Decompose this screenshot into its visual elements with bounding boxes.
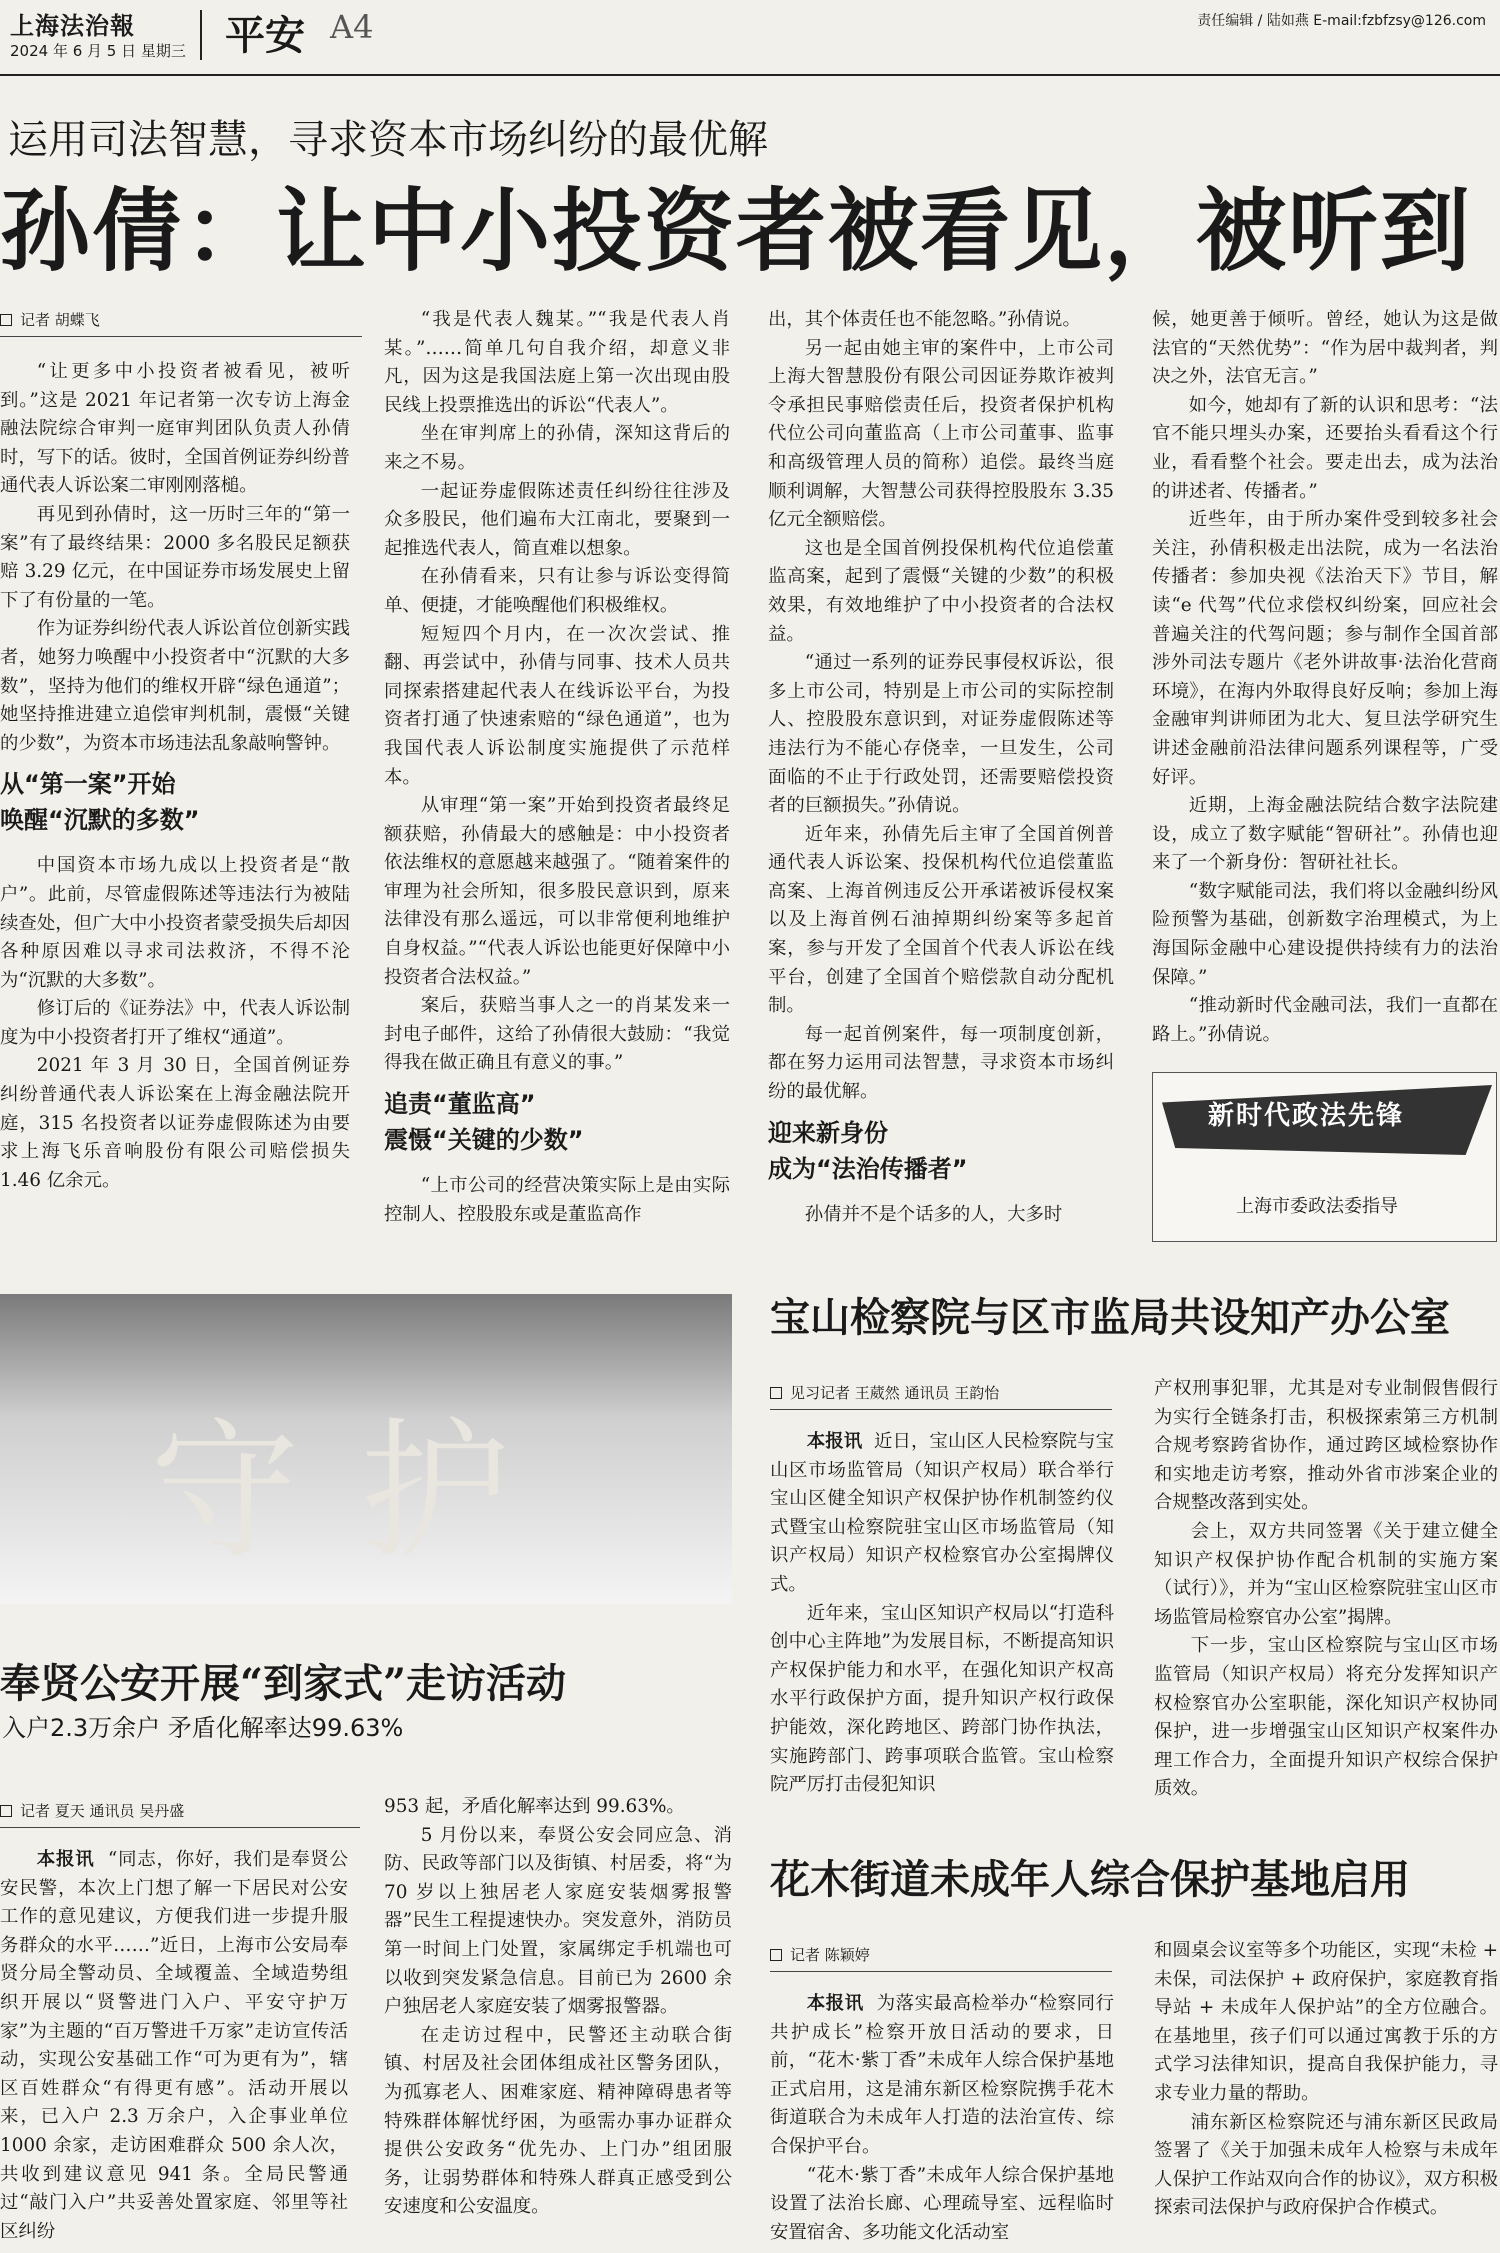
section-subhead: 从“第一案”开始 唤醒“沉默的多数” xyxy=(0,770,200,835)
paragraph: “数字赋能司法，我们将以金融纠纷风险预警为基础，创新数字治理模式，为上海国际金融中心建设提供持续有力的法治保障。” xyxy=(1152,880,1498,988)
main-column-4 xyxy=(1152,306,1498,1049)
paragraph: 孙倩并不是个话多的人，大多时 xyxy=(804,1203,1063,1225)
article2-column-2 xyxy=(384,1793,732,2222)
byline-box-icon xyxy=(770,1387,782,1399)
paragraph: 下一步，宝山区检察院与宝山区市场监管局（知识产权局）将充分发挥知识产权检察官办公室职能，深化知识产权协同保护，进一步增强宝山区知识产权案件办理工作合力，全面提升知识产权综合保护质效。 xyxy=(1154,1635,1498,1800)
paragraph: 如今，她却有了新的认识和思考：“法官不能只埋头办案，还要抬头看看这个行业，看看整个社会。要走出去，成为法治的讲述者、传播者。” xyxy=(1152,394,1498,502)
paragraph: 候，她更善于倾听。曾经，她认为这是做法官的“天然优势”：“作为居中裁判者，判决之外，法官无言。” xyxy=(1152,309,1498,388)
byline-rule xyxy=(770,1971,1112,1972)
issue-date: 2024 年 6 月 5 日 星期三 xyxy=(10,42,186,60)
paragraph: 短短四个月内，在一次次尝试、推翻、再尝试中，孙倩与同事、技术人员共同探索搭建起代表人在线诉讼平台，为投资者打通了快速索赔的“绿色通道”，也为我国代表人诉讼制度实施提供了示范样本。 xyxy=(384,623,730,788)
byline-box-icon xyxy=(0,314,12,326)
paragraph: 再见到孙倩时，这一历时三年的“第一案”有了最终结果：2000 多名股民足额获赔 3.29 亿元，在中国证券市场发展史上留下了有份量的一笔。 xyxy=(0,503,350,611)
article-kicker: 运用司法智慧，寻求资本市场纠纷的最优解 xyxy=(8,117,768,163)
byline-text: 见习记者 王葳然 通讯员 王韵怡 xyxy=(790,1384,1000,1402)
page-number: A4 xyxy=(330,8,374,46)
paragraph: 和圆桌会议室等多个功能区，实现“未检 + 未保，司法保护 + 政府保护，家庭教育指导站 + 未成年人保护站”的全方位融合。在基地里，孩子们可以通过寓教于乐的方式学习法律知识，提高自我保护能力，寻求专业力量的帮助。 xyxy=(1154,1940,1498,2104)
paragraph: “花木·紫丁香”未成年人综合保护基地设置了法治长廊、心理疏导室、远程临时安置宿舍、多功能文化活动室 xyxy=(770,2164,1114,2243)
editor-credit: 责任编辑 / 陆如燕 E-mail:fzbfzsy@126.com xyxy=(1197,13,1486,29)
article3-title: 宝山检察院与区市监局共设知产办公室 xyxy=(770,1294,1450,1341)
paragraph: 5 月份以来，奉贤公安会同应急、消防、民政等部门以及街镇、村居委，将“为 70 岁以上独居老人家庭安装烟雾报警器”民生工程提速快办。突发意外，消防员第一时间上门处置，家属绑定手机端也可以收到突发紧急信息。目前已为 2600 余户独居老人家庭安装了烟雾报警器。 xyxy=(384,1824,732,2018)
paragraph: 另一起由她主审的案件中，上市公司上海大智慧股份有限公司因证券欺诈被判令承担民事赔偿责任后，投资者保护机构代位公司向董监高（上市公司董事、监事和高级管理人员的简称）追偿。最终当庭顺利调解，大智慧公司获得控股股东 3.35 亿元全额赔偿。 xyxy=(768,337,1114,531)
paragraph: “我是代表人魏某。”“我是代表人肖某。”……简单几句自我介绍，却意义非凡，因为这是我国法庭上第一次出现由股民线上投票推选出的诉讼“代表人”。 xyxy=(384,309,730,416)
paragraph: 近年来，孙倩先后主审了全国首例普通代表人诉讼案、投保机构代位追偿董监高案、上海首例违反公开承诺被诉侵权案以及上海首例石油掉期纠纷案等多起首案，参与开发了全国首个代表人诉讼在线平台，创建了全国首个赔偿款自动分配机制。 xyxy=(768,823,1114,1017)
paragraph: 作为证券纠纷代表人诉讼首位创新实践者，她努力唤醒中小投资者中“沉默的大多数”，坚持为他们的维权开辟“绿色通道”；她坚持推进建立追偿审判机制，震慑“关键的少数”，为资本市场违法乱象敲响警钟。 xyxy=(0,618,350,754)
paragraph: 产权刑事犯罪，尤其是对专业制假售假行为实行全链条打击，积极探索第三方机制合规考察跨省协作，通过跨区域检察协作和实地走访考察，推动外省市涉案企业的合规整改落到实处。 xyxy=(1154,1378,1498,1514)
paragraph: 近些年，由于所办案件受到较多社会关注，孙倩积极走出法院，成为一名法治传播者：参加央视《法治天下》节目，解读“e 代驾”代位求偿权纠纷案，回应社会普遍关注的代驾问题；参与制作全国首部涉外司法专题片《老外讲故事·法治化营商环境》，在海内外取得良好反响；参加上海金融审判讲师团为北大、复旦法学研究生讲述金融前沿法律问题系列课程等，广受好评。 xyxy=(1152,509,1498,788)
paragraph: 出，其个体责任也不能忽略。”孙倩说。 xyxy=(768,309,1081,330)
byline-text: 记者 胡蝶飞 xyxy=(20,311,100,329)
paragraph: 每一起首例案件，每一项制度创新，都在努力运用司法智慧，寻求资本市场纠纷的最优解。 xyxy=(768,1023,1114,1103)
byline-rule xyxy=(0,1827,360,1828)
article3-column-1 xyxy=(770,1428,1114,1800)
paragraph: 修订后的《证券法》中，代表人诉讼制度为中小投资者打开了维权“通道”。 xyxy=(0,998,350,1048)
article2-column-1 xyxy=(0,1846,348,2246)
paragraph: 一起证券虚假陈述责任纠纷往往涉及众多股民，他们遍布大江南北，要聚到一起推选代表人，简直难以想象。 xyxy=(384,480,730,559)
article-headline: 孙倩：让中小投资者被看见，被听到 xyxy=(0,178,1472,284)
paragraph: 在孙倩看来，只有让参与诉讼变得简单、便捷，才能唤醒他们积极维权。 xyxy=(384,566,730,616)
paragraph: 这也是全国首例投保机构代位追偿董监高案，起到了震慑“关键的少数”的积极效果，有效地维护了中小投资者的合法权益。 xyxy=(768,537,1114,645)
badge-subtitle: 上海市委政法委指导 xyxy=(1236,1196,1398,1217)
section-subhead: 追责“董监高” 震慑“关键的少数” xyxy=(384,1090,584,1155)
paragraph: 坐在审判席上的孙倩，深知这背后的来之不易。 xyxy=(384,423,730,473)
article4-byline xyxy=(770,1944,870,1965)
paragraph: 浦东新区检察院还与浦东新区民政局签署了《关于加强未成年人检察与未成年人保护工作站双向合作的协议》，双方积极探索司法保护与政府保护合作模式。 xyxy=(1154,2111,1498,2219)
article3-byline xyxy=(770,1382,999,1403)
header-divider xyxy=(200,10,202,60)
paragraph: 从审理“第一案”开始到投资者最终足额获赔，孙倩最大的感触是：中小投资者依法维权的意愿越来越强了。“随着案件的审理为社会所知，很多股民意识到，原来法律没有那么遥远，可以非常便利地维护自身权益。”“代表人诉讼也能更好保障中小投资者合法权益。” xyxy=(384,795,730,988)
paragraph: 近期，上海金融法院结合数字法院建设，成立了数字赋能“智研社”。孙倩也迎来了一个新身份：智研社社长。 xyxy=(1152,795,1498,874)
paragraph: 案后，获赔当事人之一的肖某发来一封电子邮件，这给了孙倩很大鼓励：“我觉得我在做正确且有意义的事。” xyxy=(384,995,730,1074)
paragraph: 2021 年 3 月 30 日，全国首例证券纠纷普通代表人诉讼案在上海金融法院开庭，315 名投资者以证券虚假陈述为由要求上海飞乐音响股份有限公司赔偿损失 1.46 亿余元。 xyxy=(0,1055,350,1191)
byline-rule xyxy=(0,336,362,337)
article2-title: 奉贤公安开展“到家式”走访活动 xyxy=(0,1660,567,1707)
article-byline xyxy=(0,309,100,330)
article4-column-1 xyxy=(770,1990,1114,2247)
article3-column-2 xyxy=(1154,1375,1498,1804)
paragraph: “推动新时代金融司法，我们一直都在路上。”孙倩说。 xyxy=(1152,995,1498,1045)
byline-text: 记者 夏天 通讯员 吴丹盛 xyxy=(20,1802,185,1820)
section-name: 平安 xyxy=(225,12,305,59)
article4-title: 花木街道未成年人综合保护基地启用 xyxy=(770,1856,1410,1903)
paragraph: 中国资本市场九成以上投资者是“散户”。此前，尽管虚假陈述等违法行为被陆续查处，但广大中小投资者蒙受损失后却因各种原因难以寻求司法救济，不得不沦为“沉默的大多数”。 xyxy=(0,855,350,991)
paragraph: 会上，双方共同签署《关于建立健全知识产权保护协作配合机制的实施方案（试行）》，并为“宝山区检察院驻宝山区市场监管局检察官办公室”揭牌。 xyxy=(1154,1520,1498,1628)
paragraph: 本报讯 “同志，你好，我们是奉贤公安民警，本次上门想了解一下居民对公安工作的意见建议，方便我们进一步提升服务群众的水平……”近日，上海市公安局奉贤分局全警动员、全域覆盖、全域造势组织开展以“贤警进门入户、平安守护万家”为主题的“百万警进千万家”走访宣传活动，实现公安基础工作“可为更有为”，辖区百姓群众“有得更有感”。活动开展以来，已入户 2.3 万余户，入企事业单位 1000 余家，走访困难群众 500 余人次，共收到建议意见 941 条。全局民警通过“敲门入户”共妥善处置家庭、邻里等社区纠纷 xyxy=(0,1849,348,2242)
badge-title: 新时代政法先锋 xyxy=(1208,1101,1405,1131)
paragraph: 近年来，宝山区知识产权局以“打造科创中心主阵地”为发展目标，不断提高知识产权保护能力和水平，在强化知识产权高水平行政保护方面，提升知识产权行政保护能效，深化跨地区、跨部门协作执法，实施跨部门、跨事项联合监管。宝山检察院严厉打击侵犯知识 xyxy=(770,1602,1114,1796)
byline-box-icon xyxy=(0,1805,12,1817)
masthead-logo: 上海法治報 xyxy=(10,11,135,40)
paragraph: “让更多中小投资者被看见，被听到。”这是 2021 年记者第一次专访上海金融法院综合审判一庭审判团队负责人孙倩时，写下的话。彼时，全国首例证券纠纷普通代表人诉讼案二审刚刚落槌。 xyxy=(0,361,350,497)
paragraph: 953 起，矛盾化解率达到 99.63%。 xyxy=(384,1796,685,1817)
article2-subtitle: 入户2.3万余户 矛盾化解率达99.63% xyxy=(2,1714,404,1742)
byline-box-icon xyxy=(770,1949,782,1961)
paragraph: 本报讯 为落实最高检举办“检察同行 共护成长”检察开放日活动的要求，日前，“花木·紫丁香”未成年人综合保护基地正式启用，这是浦东新区检察院携手花木街道联合为未成年人打造的法治宣传、综合保护平台。 xyxy=(770,1993,1114,2157)
article4-column-2 xyxy=(1154,1937,1498,2223)
paragraph: “上市公司的经营决策实际上是由实际控制人、控股股东或是董监高作 xyxy=(384,1175,730,1225)
main-column-2 xyxy=(384,306,730,1229)
byline-text: 记者 陈颖婷 xyxy=(790,1946,870,1964)
paragraph: “通过一系列的证券民事侵权诉讼，很多上市公司，特别是上市公司的实际控制人、控股股东意识到，对证券虚假陈述等违法行为不能心存侥幸，一旦发生，公司面临的不止于行政处罚，还需要赔偿投资者的巨额损失。”孙倩说。 xyxy=(768,652,1114,817)
byline-rule xyxy=(770,1409,1112,1410)
main-column-3 xyxy=(768,306,1114,1229)
section-subhead: 迎来新身份 成为“法治传播者” xyxy=(768,1118,968,1183)
photo-watermark: 守护 xyxy=(150,1405,571,1579)
paragraph: 在走访过程中，民警还主动联合街镇、村居及社会团体组成社区警务团队，为孤寡老人、困难家庭、精神障碍患者等特殊群体解忧纾困，为亟需办事办证群众提供公安政务“优先办、上门办”组团服务，让弱势群体和特殊人群真正感受到公安速度和公安温度。 xyxy=(384,2024,732,2218)
paragraph: 本报讯 近日，宝山区人民检察院与宝山区市场监管局（知识产权局）联合举行宝山区健全知识产权保护协作机制签约仪式暨宝山检察院驻宝山区市场监管局（知识产权局）知识产权检察官办公室揭牌仪式。 xyxy=(770,1431,1114,1595)
header-rule xyxy=(0,74,1500,76)
article2-byline xyxy=(0,1800,184,1821)
main-column-1 xyxy=(0,358,350,1195)
